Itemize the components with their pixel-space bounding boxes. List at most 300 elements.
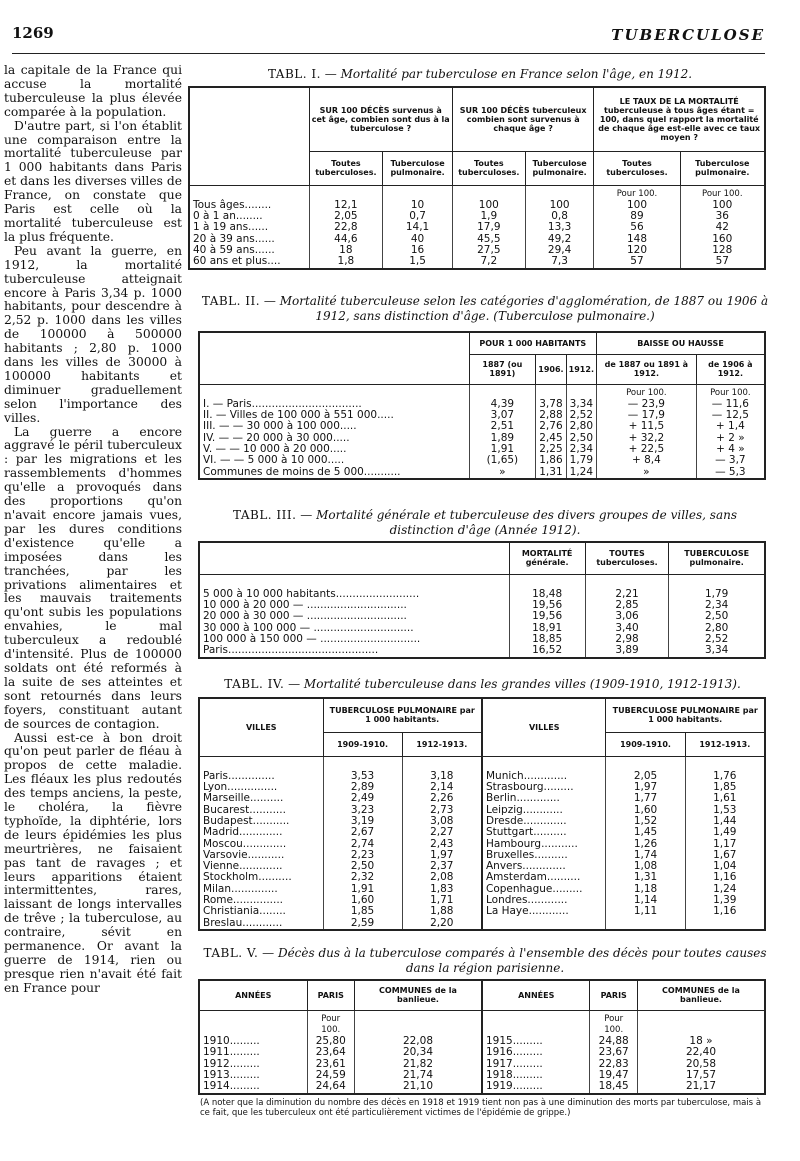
cell-value: 3,89: [585, 645, 669, 657]
table3-subheader: MORTALITÉ générale.: [509, 542, 585, 574]
cell-value: 2,50: [566, 433, 596, 444]
cell-value: + 8,4: [597, 455, 697, 466]
row-label: 30 000 à 100 000 — ..............................: [203, 621, 414, 634]
cell-value: 1,83: [402, 884, 482, 895]
cell-value: 3,06: [585, 611, 669, 622]
table2-subheader: 1887 (ou 1891): [469, 354, 536, 384]
cell-value: 57: [594, 256, 680, 268]
table2-group: POUR 1 000 HABITANTS: [469, 332, 597, 354]
row-label: Bucarest...........: [203, 803, 286, 816]
cell-value: 23,64: [307, 1047, 354, 1058]
cell-value: 3,40: [585, 623, 669, 634]
cell-value: 2,27: [402, 827, 482, 838]
row-label: 1910.........: [203, 1035, 260, 1048]
cell-value: 2,26: [402, 793, 482, 804]
row-label: Marseille..........: [203, 792, 284, 805]
cell-value: 16,52: [509, 645, 585, 657]
table1-subheader: Tuberculose pulmonaire.: [383, 151, 453, 185]
cell-value: 1,89: [469, 433, 536, 444]
cell-value: + 2 »: [696, 433, 765, 444]
cell-value: 3,34: [566, 399, 596, 410]
paragraph: La guerre a encore aggravé le péril tuberculeux : par les migrations et les rassemblements d'hommes qu'elle a provoqués dans des proportions qu'on n'avait encore jamais vues, par les dures conditions d'existence qu'elle a imposées dans les tranchées, par les privations alimentaires et les mauvais traitements qu'ont subis les populations envahies, le mal tuberculeux a redoublé d'intensité. Plus de 100000 soldats ont été reformés à la suite de ses atteintes et sont retournés dans leurs foyers, constituant autant de sources de contagion.: [4, 424, 182, 731]
cell-value: 100: [452, 200, 525, 211]
table-row: [199, 1070, 765, 1081]
cell-value: 1,45: [606, 827, 685, 838]
table-row: [199, 906, 765, 917]
cell-value: 2,20: [402, 918, 482, 930]
row-label: 1913.........: [203, 1068, 260, 1081]
cell-value: 2,88: [536, 410, 566, 421]
cell-value: 40: [383, 234, 453, 245]
cell-value: 1,97: [402, 850, 482, 861]
cell-value: — 17,9: [597, 410, 697, 421]
cell-value: 10: [383, 200, 453, 211]
cell-value: 1,08: [606, 861, 685, 872]
row-label: Budapest...........: [203, 814, 290, 827]
cell-value: 100: [594, 200, 680, 211]
cell-value: 1,91: [469, 444, 536, 455]
row-label: Londres............: [482, 895, 606, 906]
table1-subheader: Tuberculose pulmonaire.: [525, 151, 594, 185]
running-title: TUBERCULOSE: [611, 26, 765, 44]
cell-value: 3,19: [323, 816, 402, 827]
cell-value: 2,67: [323, 827, 402, 838]
cell-value: 17,57: [637, 1070, 765, 1081]
table2-subheader: de 1906 à 1912.: [696, 354, 765, 384]
row-label: Copenhague.........: [482, 884, 606, 895]
unit-label: Pour 100.: [597, 384, 697, 399]
cell-value: »: [597, 467, 697, 479]
table-row: [199, 467, 765, 479]
cell-value: 1,67: [685, 850, 765, 861]
table3-subheader: TUBERCULOSE pulmonaire.: [669, 542, 765, 574]
cell-value: 14,1: [383, 222, 453, 233]
table2-subheader: de 1887 ou 1891 à 1912.: [597, 354, 697, 384]
cell-value: 20,34: [354, 1047, 482, 1058]
row-label: I. — Paris.................................: [203, 397, 362, 410]
table1-subheader: Toutes tuberculoses.: [452, 151, 525, 185]
row-label: Stockholm..........: [203, 871, 292, 884]
table2-title: TABL. II. — Mortalité tuberculeuse selon les catégories d'agglomération, de 1887 ou 1906 à 1912, sans distinction d'âge. (Tuberculose pulmonaire.): [201, 294, 769, 323]
cell-value: + 22,5: [597, 444, 697, 455]
table1-subheader: Tuberculose pulmonaire.: [680, 151, 765, 185]
cell-value: 21,82: [354, 1059, 482, 1070]
row-label: Bruxelles..........: [482, 850, 606, 861]
cell-value: 0,7: [383, 211, 453, 222]
table-row: [199, 918, 765, 930]
table-row: [199, 421, 765, 432]
table-row: [189, 200, 765, 211]
table5-note: (A noter que la diminution du nombre des décès en 1918 et 1919 tient non pas à une diminution des morts par tuberculose, mais à ce fait, que les tuberculeux ont été particulièrement victimes de l'épidémie de grippe.): [200, 1098, 762, 1118]
cell-value: 22,8: [309, 222, 383, 233]
cell-value: 2,14: [402, 782, 482, 793]
row-label: VI. — — 5 000 à 10 000.....: [203, 454, 345, 467]
cell-value: 1,71: [402, 895, 482, 906]
cell-value: 2,05: [309, 211, 383, 222]
unit-label: Pour 100.: [307, 1010, 354, 1036]
table3-subheader: TOUTES tuberculoses.: [585, 542, 669, 574]
row-label: 20 000 à 30 000 — ..............................: [203, 610, 407, 623]
cell-value: 2,25: [536, 444, 566, 455]
cell-value: 19,56: [509, 600, 585, 611]
table-row: [199, 793, 765, 804]
row-label: Berlin.............: [482, 793, 606, 804]
cell-value: 2,21: [585, 589, 669, 600]
table4-subheader: 1912-1913.: [402, 732, 482, 756]
paragraph: D'autre part, si l'on établit une comparaison entre la mortalité tuberculeuse par 1 000 habitants dans Paris et dans les diverses villes de France, on constate que Paris est celle où la mortalité tuberculeuse est la plus fréquente.: [4, 118, 183, 244]
cell-value: 1,16: [685, 906, 765, 917]
cell-value: 2,23: [323, 850, 402, 861]
table-row: [199, 1047, 765, 1058]
cell-value: 1,16: [685, 872, 765, 883]
cell-value: 4,39: [469, 399, 536, 410]
cell-value: 20,58: [637, 1059, 765, 1070]
row-label: Tous âges........: [193, 198, 272, 211]
table-row: [199, 816, 765, 827]
row-label: Breslau............: [203, 916, 283, 929]
table1-subheader: Toutes tuberculoses.: [309, 151, 383, 185]
cell-value: — 5,3: [696, 467, 765, 479]
cell-value: 36: [680, 211, 765, 222]
paragraph: la capitale de la France qui accuse la mortalité tuberculeuse la plus élevée comparée à la population.: [4, 63, 182, 119]
table-row: [189, 256, 765, 268]
row-label: 1919.........: [482, 1081, 590, 1093]
table4: [198, 697, 766, 931]
cell-value: — 23,9: [597, 399, 697, 410]
cell-value: 21,74: [354, 1070, 482, 1081]
cell-value: 0,8: [525, 211, 594, 222]
cell-value: 89: [594, 211, 680, 222]
cell-value: 3,23: [323, 805, 402, 816]
table1-subheader: Toutes tuberculoses.: [594, 151, 680, 185]
cell-value: — 11,6: [696, 399, 765, 410]
cell-value: 56: [594, 222, 680, 233]
unit-label: Pour 100.: [590, 1010, 637, 1036]
cell-value: 2,50: [669, 611, 765, 622]
table2-subheader: 1906.: [536, 354, 566, 384]
table1-group: SUR 100 DÉCÈS survenus à cet âge, combien sont dus à la tuberculose ?: [309, 87, 452, 151]
page-header: [12, 14, 765, 54]
cell-value: 22,08: [354, 1036, 482, 1047]
cell-value: 1,91: [323, 884, 402, 895]
cell-value: + 11,5: [597, 421, 697, 432]
cell-value: 1,52: [606, 816, 685, 827]
row-label: 60 ans et plus....: [193, 255, 281, 268]
cell-value: 1,60: [323, 895, 402, 906]
cell-value: 1,53: [685, 805, 765, 816]
row-label: Lyon...............: [203, 781, 278, 794]
paragraph: Peu avant la guerre, en 1912, la mortalité tuberculeuse atteignait encore à Paris 3,34 p. 1000 habitants, pour descendre à 2,52 p. 1000 dans les villes de 100000 à 500000 habitants ; 2,80 p. 1000 dans les villes de 30000 à 100000 habitants et diminuer graduellement selon l'importance des villes.: [4, 243, 182, 425]
cell-value: »: [469, 467, 536, 479]
cell-value: — 12,5: [696, 410, 765, 421]
row-label: 1918.........: [482, 1070, 590, 1081]
paragraph: Aussi est-ce à bon droit qu'on peut parler de fléau à propos de cette maladie. Les fléaux les plus redoutés des temps anciens, la peste, le choléra, la fièvre typhoïde, la diphtérie, lors de leurs épidémies les plus meurtrières, ne faisaient pas tant de ravages ; et leurs apparitions étaient intermittentes, rares, laissant de longs intervalles de trêve ; la tuberculose, au contraire, sévit en permanence. Or avant la guerre de 1914, rien ou presque rien n'avait été fait en France pour: [4, 730, 182, 995]
cell-value: 18,85: [509, 634, 585, 645]
cell-value: 160: [680, 234, 765, 245]
cell-value: 22,83: [590, 1059, 637, 1070]
cell-value: 1,24: [566, 467, 596, 479]
cell-value: 3,34: [669, 645, 765, 657]
cell-value: 1,97: [606, 782, 685, 793]
cell-value: 2,37: [402, 861, 482, 872]
cell-value: 1,77: [606, 793, 685, 804]
cell-value: 1,61: [685, 793, 765, 804]
cell-value: 7,2: [452, 256, 525, 268]
page-number: 1269: [12, 24, 54, 42]
cell-value: + 4 »: [696, 444, 765, 455]
table2-subheader: 1912.: [566, 354, 596, 384]
table4-title: TABL. IV. — Mortalité tuberculeuse dans les grandes villes (1909-1910, 1912-1913).: [224, 677, 741, 691]
row-label: Madrid.............: [203, 826, 283, 839]
table5-subheader: PARIS: [307, 980, 354, 1010]
row-label: Stuttgart..........: [482, 827, 606, 838]
table4-group: TUBERCULOSE PULMONAIRE par 1 000 habitants.: [323, 698, 482, 732]
row-label: Munich.............: [482, 771, 606, 782]
cell-value: 2,32: [323, 872, 402, 883]
cell-value: 1,31: [606, 872, 685, 883]
cell-value: 24,59: [307, 1070, 354, 1081]
table-row: [189, 222, 765, 233]
row-label: Paris..............: [203, 769, 275, 782]
cell-value: 18,91: [509, 623, 585, 634]
table-row: [199, 455, 765, 466]
row-label: 40 à 59 ans......: [193, 243, 275, 256]
cell-value: + 32,2: [597, 433, 697, 444]
cell-value: 57: [680, 256, 765, 268]
row-label: 0 à 1 an........: [193, 210, 263, 223]
table5-subheader: COMMUNES de la banlieue.: [354, 980, 482, 1010]
table-row: [199, 611, 765, 622]
cell-value: 27,5: [452, 245, 525, 256]
cell-value: 3,07: [469, 410, 536, 421]
cell-value: 1,04: [685, 861, 765, 872]
table-row: [199, 1036, 765, 1047]
row-label: Dresde.............: [482, 816, 606, 827]
cell-value: 2,52: [566, 410, 596, 421]
row-label: 1 à 19 ans......: [193, 221, 269, 234]
cell-value: 24,88: [590, 1036, 637, 1047]
cell-value: 3,78: [536, 399, 566, 410]
cell-value: 2,05: [606, 771, 685, 782]
row-label: Leipzig............: [482, 805, 606, 816]
cell-value: 21,10: [354, 1081, 482, 1093]
cell-value: 18: [309, 245, 383, 256]
cell-value: 12,1: [309, 200, 383, 211]
cell-value: + 1,4: [696, 421, 765, 432]
unit-label: Pour 100.: [680, 185, 765, 200]
table1-group: SUR 100 DÉCÈS tuberculeux combien sont survenus à chaque âge ?: [452, 87, 594, 151]
cell-value: 148: [594, 234, 680, 245]
row-label: IV. — — 20 000 à 30 000.....: [203, 431, 350, 444]
cell-value: 1,76: [685, 771, 765, 782]
table-row: [199, 872, 765, 883]
row-label: Varsovie...........: [203, 848, 285, 861]
cell-value: 23,67: [590, 1047, 637, 1058]
table5-title: TABL. V. — Décès dus à la tuberculose comparés à l'ensemble des décès pour toutes causes dans la région parisienne.: [203, 946, 767, 975]
cell-value: 19,47: [590, 1070, 637, 1081]
row-label: 100 000 à 150 000 — ..............................: [203, 632, 421, 645]
row-label: [482, 918, 606, 930]
row-label: Vienne.............: [203, 860, 283, 873]
row-label: 1914.........: [203, 1080, 260, 1093]
cell-value: 45,5: [452, 234, 525, 245]
cell-value: 2,49: [323, 793, 402, 804]
cell-value: 2,98: [585, 634, 669, 645]
row-label: 1915.........: [482, 1036, 590, 1047]
cell-value: 2,34: [566, 444, 596, 455]
table-row: [199, 850, 765, 861]
cell-value: 1,86: [536, 455, 566, 466]
table5-subheader: PARIS: [590, 980, 637, 1010]
row-label: 5 000 à 10 000 habitants.........................: [203, 587, 420, 600]
row-label: II. — Villes de 100 000 à 551 000.....: [203, 409, 394, 422]
cell-value: [606, 918, 685, 930]
cell-value: 3,18: [402, 771, 482, 782]
cell-value: 44,6: [309, 234, 383, 245]
cell-value: 2,50: [323, 861, 402, 872]
table-row: [199, 782, 765, 793]
table1: [188, 86, 766, 270]
cell-value: 7,3: [525, 256, 594, 268]
cell-value: 18 »: [637, 1036, 765, 1047]
row-label: V. — — 10 000 à 20 000.....: [203, 442, 347, 455]
cell-value: (1,65): [469, 455, 536, 466]
cell-value: 2,80: [669, 623, 765, 634]
cell-value: 128: [680, 245, 765, 256]
table1-title: TABL. I. — Mortalité par tuberculose en France selon l'âge, en 1912.: [267, 67, 693, 81]
cell-value: 1,39: [685, 895, 765, 906]
cell-value: 100: [525, 200, 594, 211]
text-column: [4, 64, 182, 996]
row-label: 10 000 à 20 000 — ..............................: [203, 599, 407, 612]
cell-value: 3,53: [323, 771, 402, 782]
cell-value: 2,73: [402, 805, 482, 816]
table4-subheader: 1909-1910.: [323, 732, 402, 756]
cell-value: 1,8: [309, 256, 383, 268]
cell-value: 18,48: [509, 589, 585, 600]
villes-header: VILLES: [199, 698, 323, 756]
table1-group: LE TAUX DE LA MORTALITÉ tuberculeuse à tous âges étant = 100, dans quel rapport la mortalité de chaque âge est-elle avec ce taux moyen ?: [594, 87, 765, 151]
cell-value: [685, 918, 765, 930]
cell-value: 2,08: [402, 872, 482, 883]
cell-value: 2,51: [469, 421, 536, 432]
cell-value: 22,40: [637, 1047, 765, 1058]
row-label: Communes de moins de 5 000...........: [203, 465, 401, 478]
table-row: [199, 771, 765, 782]
row-label: Strasbourg.........: [482, 782, 606, 793]
cell-value: 2,59: [323, 918, 402, 930]
cell-value: 19,56: [509, 611, 585, 622]
cell-value: 1,18: [606, 884, 685, 895]
cell-value: 17,9: [452, 222, 525, 233]
cell-value: 1,79: [566, 455, 596, 466]
cell-value: 49,2: [525, 234, 594, 245]
row-label: III. — — 30 000 à 100 000.....: [203, 420, 357, 433]
cell-value: 2,52: [669, 634, 765, 645]
table3-title: TABL. III. — Mortalité générale et tuberculeuse des divers groupes de villes, sans distinction d'âge (Année 1912).: [233, 508, 737, 537]
row-label: 1911.........: [203, 1046, 260, 1059]
row-label: 1917.........: [482, 1059, 590, 1070]
table5-subheader: COMMUNES de la banlieue.: [637, 980, 765, 1010]
table4-subheader: 1909-1910.: [606, 732, 685, 756]
cell-value: 1,60: [606, 805, 685, 816]
table5: [198, 979, 766, 1095]
cell-value: 2,43: [402, 839, 482, 850]
table5-subheader: ANNÉES: [199, 980, 307, 1010]
cell-value: 2,80: [566, 421, 596, 432]
cell-value: 21,17: [637, 1081, 765, 1093]
cell-value: 2,89: [323, 782, 402, 793]
table4-subheader: 1912-1913.: [685, 732, 765, 756]
cell-value: 3,08: [402, 816, 482, 827]
cell-value: 1,85: [323, 906, 402, 917]
row-label: Rome...............: [203, 894, 284, 907]
cell-value: 25,80: [307, 1036, 354, 1047]
row-label: La Haye............: [482, 906, 606, 917]
cell-value: 2,74: [323, 839, 402, 850]
cell-value: 16: [383, 245, 453, 256]
cell-value: 1,44: [685, 816, 765, 827]
cell-value: 2,85: [585, 600, 669, 611]
table3: [198, 541, 766, 659]
cell-value: 1,11: [606, 906, 685, 917]
cell-value: 2,76: [536, 421, 566, 432]
row-label: 20 à 39 ans......: [193, 232, 275, 245]
table-row: [199, 1081, 765, 1093]
cell-value: 24,64: [307, 1081, 354, 1093]
cell-value: 1,9: [452, 211, 525, 222]
cell-value: 13,3: [525, 222, 594, 233]
table-row: [199, 1059, 765, 1070]
table5-subheader: ANNÉES: [482, 980, 590, 1010]
cell-value: 23,61: [307, 1059, 354, 1070]
cell-value: 100: [680, 200, 765, 211]
cell-value: 1,26: [606, 839, 685, 850]
table2: [198, 331, 766, 480]
table-row: [199, 827, 765, 838]
table-row: [199, 884, 765, 895]
table4-group: TUBERCULOSE PULMONAIRE par 1 000 habitants.: [606, 698, 765, 732]
cell-value: 18,45: [590, 1081, 637, 1093]
row-label: Hambourg...........: [482, 839, 606, 850]
table2-group: BAISSE OU HAUSSE: [597, 332, 765, 354]
row-label: Amsterdam..........: [482, 872, 606, 883]
cell-value: 1,24: [685, 884, 765, 895]
row-label: 1916.........: [482, 1047, 590, 1058]
cell-value: 1,88: [402, 906, 482, 917]
cell-value: 1,85: [685, 782, 765, 793]
cell-value: 1,5: [383, 256, 453, 268]
row-label: Moscou.............: [203, 837, 287, 850]
row-label: Milan..............: [203, 882, 278, 895]
cell-value: 1,74: [606, 850, 685, 861]
cell-value: 1,14: [606, 895, 685, 906]
cell-value: — 3,7: [696, 455, 765, 466]
unit-label: Pour 100.: [696, 384, 765, 399]
row-label: 1912.........: [203, 1057, 260, 1070]
row-label: Paris.............................................: [203, 644, 379, 657]
row-label: Christiania........: [203, 905, 286, 918]
cell-value: 2,34: [669, 600, 765, 611]
unit-label: Pour 100.: [594, 185, 680, 200]
cell-value: 1,79: [669, 589, 765, 600]
villes-header: VILLES: [482, 698, 606, 756]
cell-value: 2,45: [536, 433, 566, 444]
table-row: [199, 645, 765, 657]
cell-value: 1,17: [685, 839, 765, 850]
cell-value: 29,4: [525, 245, 594, 256]
cell-value: 120: [594, 245, 680, 256]
